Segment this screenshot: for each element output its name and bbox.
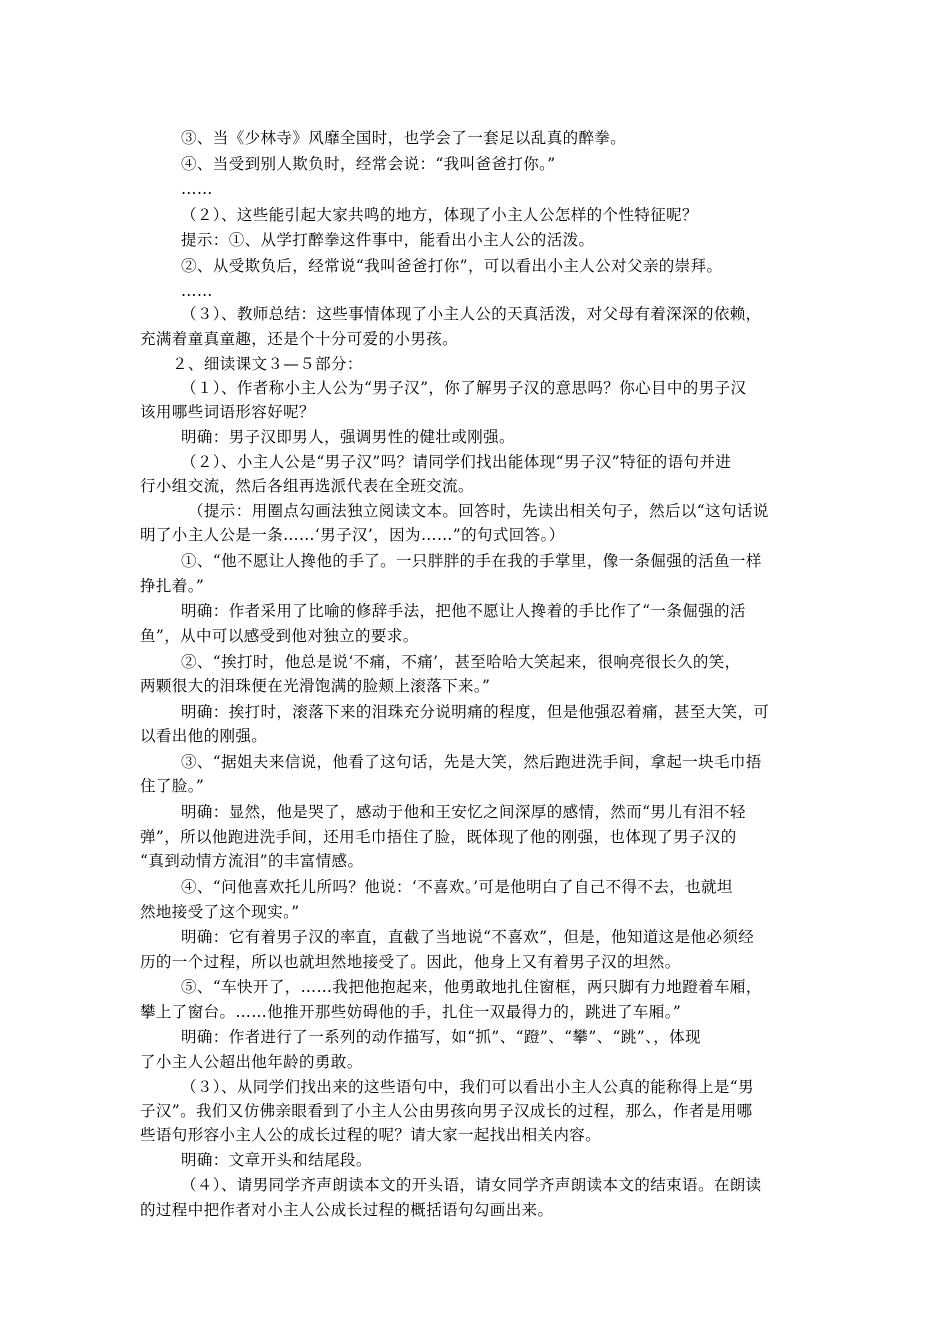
text-line: ④、“问他喜欢托儿所吗？他说：‘不喜欢。’可是他明白了自己不得不去，也就坦: [181, 878, 733, 896]
text-line: ②、“挨打时，他总是说‘不痛，不痛’，甚至哈哈大笑起来，很响亮很长久的笑，: [181, 653, 741, 671]
text-line: 明确：挨打时，滚落下来的泪珠充分说明痛的程度，但是他强忍着痛，甚至大笑，可: [181, 703, 770, 721]
text-line: 明确：显然，他是哭了，感动于他和王安忆之间深厚的感情，然而“男儿有泪不轻: [181, 803, 746, 821]
text-line: 的过程中把作者对小主人公成长过程的概括语句勾画出来。: [140, 1201, 554, 1219]
text-line: （２）、这些能引起大家共鸣的地方，体现了小主人公怎样的个性特征呢？: [181, 206, 698, 224]
text-line: “真到动情方流泪”的丰富情感。: [140, 852, 364, 870]
text-line: 该用哪些词语形容好呢？: [140, 403, 315, 421]
text-line: 子汉”。我们又仿佛亲眼看到了小主人公由男孩向男子汉成长的过程，那么，作者是用哪: [140, 1102, 753, 1120]
text-line: 明了小主人公是一条……‘男子汉’，因为……”的句式回答。）: [140, 526, 565, 544]
text-line: 两颗很大的泪珠便在光滑饱满的脸颊上滚落下来。”: [140, 677, 491, 695]
text-line: 攀上了窗台。……他推开那些妨碍他的手，扎住一双最得力的，跳进了车厢。”: [140, 1003, 682, 1021]
text-line: 充满着童真童趣，还是个十分可爱的小男孩。: [140, 330, 459, 348]
text-line: ２、细读课文３—５部分：: [172, 355, 363, 373]
text-line: （提示：用圈点勾画法独立阅读文本。回答时，先读出相关句子，然后以“这句话说: [188, 502, 769, 520]
text-line: 些语句形容小主人公的成长过程的呢？请大家一起找出相关内容。: [140, 1126, 602, 1144]
text-line: 明确：男子汉即男人，强调男性的健壮或刚强。: [181, 428, 515, 446]
text-line: 了小主人公超出他年龄的勇敢。: [140, 1053, 363, 1071]
text-line: 住了脸。”: [140, 777, 205, 795]
text-line: 挣扎着。”: [140, 577, 205, 595]
text-line: 明确：作者进行了一系列的动作描写，如“抓”、“蹬”、“攀”、“跳”、，体现: [181, 1028, 701, 1046]
text-line: ③、当《少林寺》风靡全国时，也学会了一套足以乱真的醉拳。: [181, 129, 627, 147]
text-line: 弹”，所以他跑进洗手间，还用毛巾捂住了脸，既体现了他的刚强，也体现了男子汉的: [140, 828, 737, 846]
text-line: （３）、从同学们找出来的这些语句中，我们可以看出小主人公真的能称得上是“男: [181, 1078, 754, 1096]
text-line: ④、当受到别人欺负时，经常会说：“我叫爸爸打你。”: [181, 155, 556, 173]
text-line: （２）、小主人公是“男子汉”吗？请同学们找出能体现“男子汉”特征的语句并进: [181, 453, 732, 471]
text-line: 然地接受了这个现实。”: [140, 903, 300, 921]
text-line: ②、从受欺负后，经常说“我叫爸爸打你”，可以看出小主人公对父亲的崇拜。: [181, 257, 723, 275]
text-line: 提示：①、从学打醉拳这件事中，能看出小主人公的活泼。: [181, 231, 595, 249]
text-line: 明确：它有着男子汉的率直，直截了当地说“不喜欢”，但是，他知道这是他必须经: [181, 928, 755, 946]
text-line: （３）、教师总结：这些事情体现了小主人公的天真活泼，对父母有着深深的依赖，: [181, 305, 762, 323]
text-line: 行小组交流，然后各组再选派代表在全班交流。: [140, 477, 474, 495]
text-line: ③、“据姐夫来信说，他看了这句话，先是大笑，然后跑进洗手间，拿起一块毛巾捂: [181, 753, 762, 771]
text-line: ①、“他不愿让人搀他的手了。一只胖胖的手在我的手掌里，像一条倔强的活鱼一样: [181, 552, 762, 570]
text-line: 以看出他的刚强。: [140, 727, 268, 745]
text-line: 鱼”，从中可以感受到他对独立的要求。: [140, 627, 419, 645]
text-line: ……: [181, 180, 213, 198]
text-line: 历的一个过程，所以也就坦然地接受了。因此，他身上又有着男子汉的坦然。: [140, 953, 681, 971]
text-line: （４）、请男同学齐声朗读本文的开头语，请女同学齐声朗读本文的结束语。在朗读: [181, 1176, 762, 1194]
text-line: 明确：作者采用了比喻的修辞手法，把他不愿让人搀着的手比作了“一条倔强的活: [181, 602, 746, 620]
text-line: ……: [181, 282, 213, 300]
text-line: ⑤、“车快开了，……我把他抱起来，他勇敢地扎住窗框，两只脚有力地蹬着车厢，: [181, 978, 762, 996]
text-line: （１）、作者称小主人公为“男子汉”，你了解男子汉的意思吗？你心目中的男子汉: [181, 379, 747, 397]
text-line: 明确：文章开头和结尾段。: [181, 1151, 372, 1169]
